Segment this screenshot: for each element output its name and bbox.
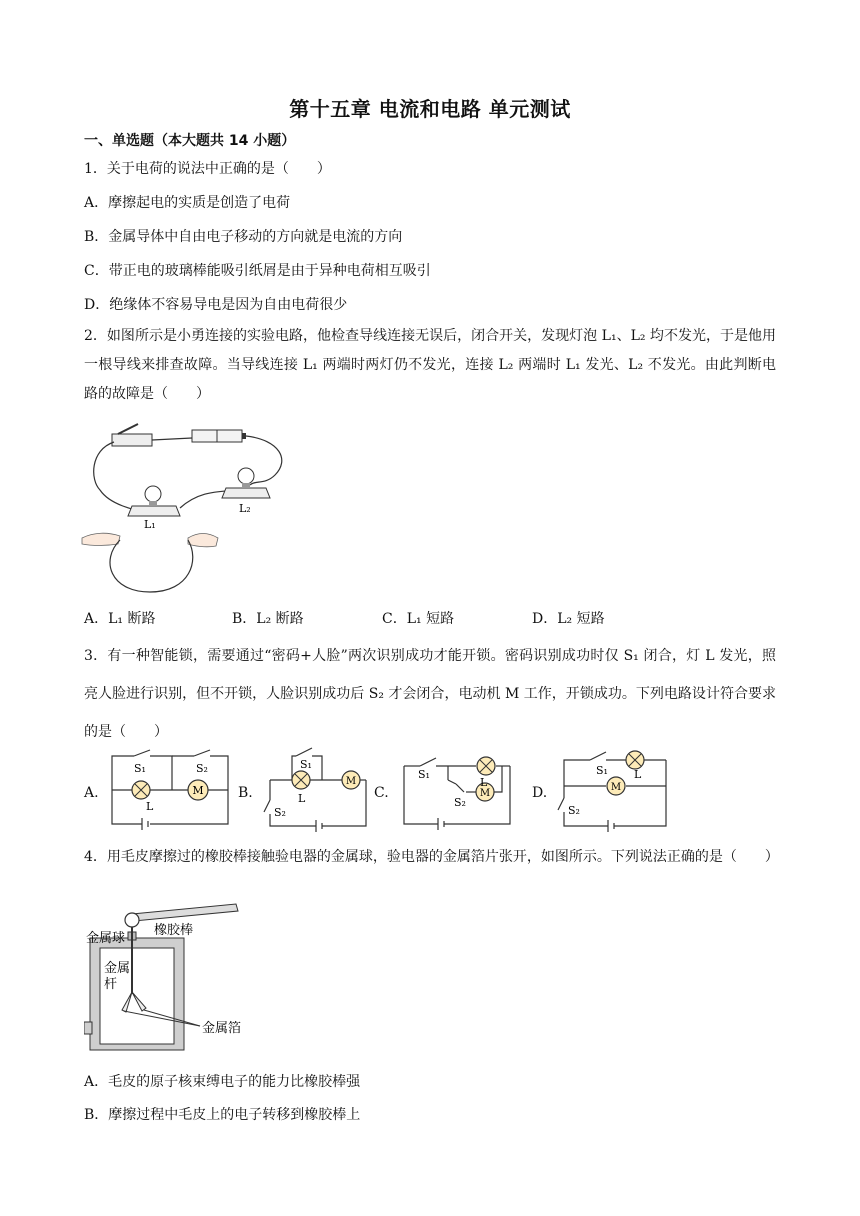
q3-circuit-c bbox=[398, 748, 520, 832]
q3-label-d: D. bbox=[532, 785, 548, 801]
svg-text:橡胶棒: 橡胶棒 bbox=[154, 923, 194, 938]
switch-base bbox=[112, 434, 152, 446]
rubber-rod bbox=[132, 904, 238, 921]
q2-option-d: D．L₂ 短路 bbox=[532, 611, 605, 627]
metal-ball bbox=[125, 913, 139, 927]
svg-text:M: M bbox=[610, 782, 622, 793]
lamp-l1-bulb bbox=[145, 486, 161, 502]
svg-text:M: M bbox=[345, 776, 357, 787]
right-hand bbox=[188, 534, 218, 547]
svg-text:S₂: S₂ bbox=[454, 796, 466, 809]
q4-stem: 4．用毛皮摩擦过的橡胶棒接触验电器的金属球，验电器的金属箔片张开，如图所示。下列说法正确的是（ ） bbox=[84, 849, 779, 865]
section-heading: 一、单选题（本大题共 14 小题） bbox=[84, 133, 296, 149]
q2-circuit-figure bbox=[80, 420, 300, 600]
q1-option-a: A．摩擦起电的实质是创造了电荷 bbox=[84, 195, 291, 211]
q2-option-c: C．L₁ 短路 bbox=[382, 611, 455, 627]
q1-option-d: D．绝缘体不容易导电是因为自由电荷很少 bbox=[84, 297, 348, 313]
lamp-l2-bulb bbox=[238, 468, 254, 484]
left-hand bbox=[82, 533, 120, 545]
svg-text:金属: 金属 bbox=[104, 961, 131, 976]
q3-label-a: A. bbox=[84, 785, 99, 801]
svg-text:S₁: S₁ bbox=[300, 758, 312, 771]
svg-text:S₂: S₂ bbox=[274, 806, 286, 819]
svg-text:金属球: 金属球 bbox=[86, 931, 126, 946]
svg-text:L: L bbox=[146, 800, 154, 813]
q2-option-b: B．L₂ 断路 bbox=[232, 611, 304, 627]
q4-electroscope-figure bbox=[84, 902, 274, 1060]
q3-stem: 3．有一种智能锁，需要通过“密码+人脸”两次识别成功才能开锁。密码识别成功时仅 S₁ 闭合，灯 L 发光，照亮人脸进行识别，但不开锁，人脸识别成功后 S₂ 才会闭合，电动机 M 工作，开锁成功。下列电路设计符合要求的是（ ） bbox=[84, 648, 776, 740]
q3-circuit-b bbox=[262, 744, 374, 834]
lamp-l2-base bbox=[222, 488, 270, 498]
svg-text:S₁: S₁ bbox=[134, 762, 146, 775]
label-l2: L₂ bbox=[239, 502, 251, 515]
svg-text:L: L bbox=[634, 768, 642, 781]
switch-lever bbox=[118, 424, 138, 434]
q1-stem: 1．关于电荷的说法中正确的是（ ） bbox=[84, 161, 331, 177]
svg-text:S₂: S₂ bbox=[568, 804, 580, 817]
q3-label-c: C. bbox=[374, 785, 389, 801]
svg-text:S₁: S₁ bbox=[418, 768, 430, 781]
label-l1: L₁ bbox=[144, 518, 156, 531]
svg-text:金属箔: 金属箔 bbox=[202, 1021, 242, 1036]
q3-label-b: B. bbox=[238, 785, 253, 801]
q1-option-b: B．金属导体中自由电子移动的方向就是电流的方向 bbox=[84, 229, 403, 245]
q1-option-c: C．带正电的玻璃棒能吸引纸屑是由于异种电荷相互吸引 bbox=[84, 263, 431, 279]
svg-text:S₁: S₁ bbox=[596, 764, 608, 777]
page-title: 第十五章 电流和电路 单元测试 bbox=[289, 97, 571, 121]
svg-text:L: L bbox=[298, 792, 306, 805]
svg-text:L: L bbox=[480, 776, 488, 789]
q4-option-a: A．毛皮的原子核束缚电子的能力比橡胶棒强 bbox=[84, 1074, 361, 1090]
q2-option-a: A．L₁ 断路 bbox=[84, 611, 156, 627]
svg-text:M: M bbox=[192, 784, 204, 797]
lamp-l1-base bbox=[128, 506, 180, 516]
svg-text:杆: 杆 bbox=[104, 977, 118, 992]
q3-circuit-a bbox=[104, 748, 236, 832]
q3-circuit-d bbox=[556, 742, 674, 834]
wire bbox=[94, 442, 145, 512]
q4-option-b: B．摩擦过程中毛皮上的电子转移到橡胶棒上 bbox=[84, 1107, 361, 1123]
svg-text:S₂: S₂ bbox=[196, 762, 208, 775]
svg-text:M: M bbox=[479, 788, 491, 799]
test-wire bbox=[110, 540, 193, 592]
q2-stem: 2．如图所示是小勇连接的实验电路，他检查导线连接无误后，闭合开关，发现灯泡 L₁、L₂ 均不发光，于是他用一根导线来排查故障。当导线连接 L₁ 两端时两灯仍不发光，连接 L₂ 两端时 L₁ 发光、L₂ 不发光。由此判断电路的故障是（ ） bbox=[84, 328, 776, 402]
